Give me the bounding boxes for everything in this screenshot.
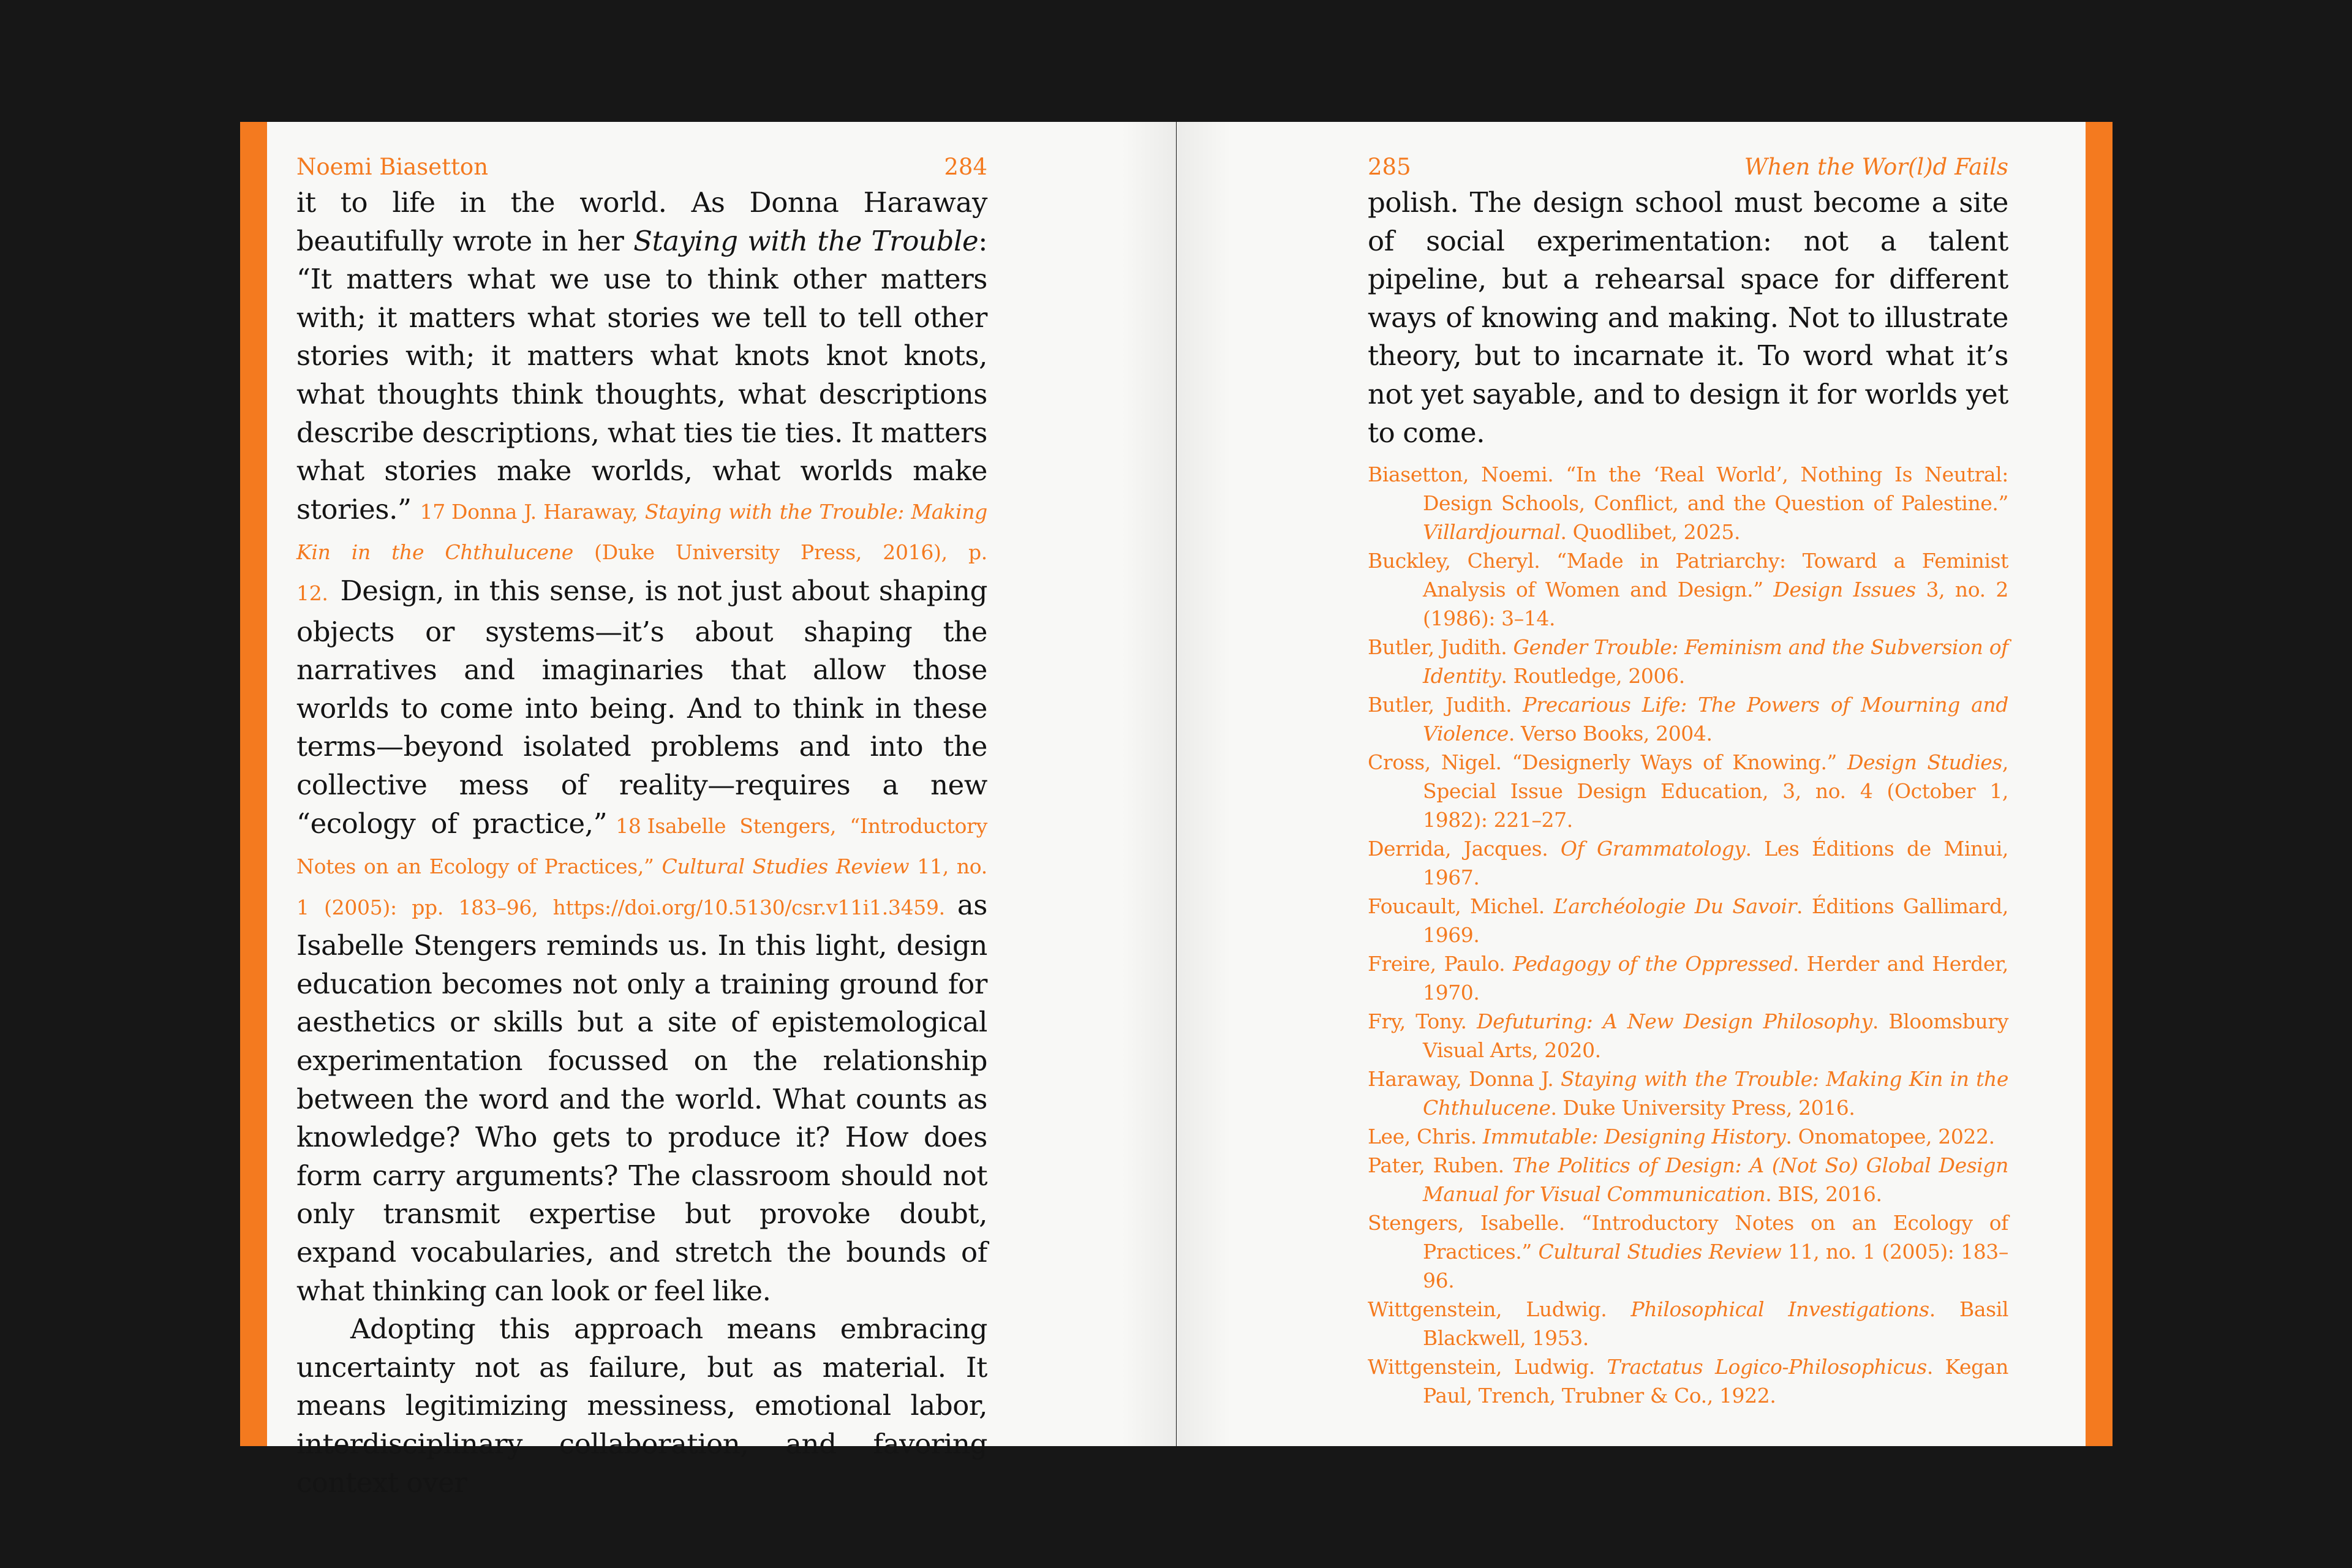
entry-publication: 11, no. 1 (2005): 183–96. [1423, 1240, 2009, 1292]
bibliography-entry [1368, 1208, 2008, 1295]
entry-publication: . Basil Blackwell, 1953. [1423, 1297, 2009, 1350]
entry-author: Lee, Chris. [1368, 1125, 1483, 1148]
paragraph [296, 184, 987, 1310]
entry-publication: . Bloomsbury Visual Arts, 2020. [1423, 1009, 2008, 1062]
bibliography-entry [1368, 834, 2008, 892]
entry-publication: . Herder and Herder, 1970. [1423, 952, 2009, 1005]
entry-publication: . BIS, 2016. [1765, 1182, 1882, 1206]
entry-title: Immutable: Designing History [1482, 1125, 1786, 1148]
text-run: as Isabelle Stengers reminds us. In this light, design education becomes not only a training ground for aesthetics or skills but a site of epistemological experimentation focussed on the relationship between the word and the world. What counts as knowledge? Who gets to produce it? How does form carry arguments? The classroom should not only transmit expertise but provoke doubt, expand vocabularies, and stretch the bounds of what thinking can look or feel like. [296, 888, 987, 1307]
entry-author: Freire, Paulo. [1368, 952, 1513, 976]
gutter-shadow [1121, 122, 1176, 1446]
entry-title: Villardjournal [1423, 520, 1561, 544]
running-title: When the Wor(l)d Fails [1744, 154, 2008, 180]
entry-author: Derrida, Jacques. [1368, 837, 1561, 861]
author-name: Noemi Biasetton [296, 154, 489, 180]
body-text [296, 184, 987, 1502]
running-header [296, 154, 987, 183]
entry-author: Buckley, Cheryl. “Made in Patriarchy: Toward a Feminist Analysis of Women and Design.” [1368, 549, 2008, 601]
page-number: 284 [944, 154, 987, 180]
entry-title: Tractatus Logico-Philosophicus [1607, 1355, 1927, 1379]
bibliography-entry [1368, 1352, 2008, 1410]
bibliography-entry [1368, 1007, 2008, 1065]
entry-author: Wittgenstein, Ludwig. [1368, 1297, 1631, 1321]
entry-publication: . Duke University Press, 2016. [1550, 1096, 1855, 1120]
bibliography-entry [1368, 1065, 2008, 1122]
bibliography-entry [1368, 690, 2008, 748]
footnote-title: Cultural Studies Review [662, 854, 910, 879]
text-run: Design, in this sense, is not just about shaping objects or systems—it’s about shaping the narratives and imaginaries that allow those worlds to come into being. And to think in these terms—beyond isolated problems and into the collective mess of reality—requires a new “ecology of practice,” [296, 574, 987, 840]
footnote-number: 18 [616, 813, 641, 838]
entry-title: Philosophical Investigations [1630, 1297, 1929, 1321]
gutter-shadow [1177, 122, 1232, 1446]
entry-publication: . Routledge, 2006. [1501, 664, 1685, 688]
book-title: Staying with the Trouble [633, 224, 979, 257]
right-page [1177, 122, 2113, 1446]
bibliography-entry [1368, 748, 2008, 834]
entry-author: Foucault, Michel. [1368, 894, 1554, 918]
entry-author: Stengers, Isabelle. “Introductory Notes on an Ecology of Practices.” [1368, 1211, 2008, 1264]
book-spread [240, 122, 2113, 1499]
entry-publication: , Special Issue Design Education, 3, no. 4 (October 1, 1982): 221–27. [1423, 750, 2008, 832]
quote-text: : “It matters what we use to think other matters with; it matters what stories we tell to tell other stories with; it matters what knots knot knots, what thoughts think thoughts, what descriptions describe descriptions, what ties tie ties. It matters what stories make worlds, what worlds make stories.” [296, 224, 987, 526]
entry-title: Defuturing: A New Design Philosophy [1477, 1009, 1872, 1033]
footnote-number: 17 [420, 499, 446, 524]
page-number: 285 [1368, 154, 1411, 180]
page-edge-accent [240, 122, 267, 1446]
entry-title: Of Grammatology [1560, 837, 1746, 861]
entry-title: Pedagogy of the Oppressed [1513, 952, 1793, 976]
entry-publication: . Verso Books, 2004. [1508, 722, 1713, 745]
footnote-author: Donna J. Haraway, [451, 499, 645, 524]
entry-publication: . Les Éditions de Minui, 1967. [1423, 837, 2008, 889]
entry-author: Wittgenstein, Ludwig. [1368, 1355, 1607, 1379]
footnote-publication: 11, no. 1 (2005): pp. 183–96, https://doi.org/10.5130/csr.v11i1.3459. [296, 854, 987, 919]
bibliography-entry [1368, 1295, 2008, 1352]
entry-author: Haraway, Donna J. [1368, 1067, 1561, 1091]
entry-title: Design Issues [1773, 578, 1916, 601]
entry-author: Pater, Ruben. [1368, 1153, 1512, 1177]
footnote-author: Isabelle Stengers, “Introductory Notes on an Ecology of Practices,” [296, 813, 987, 879]
entry-publication: . Kegan Paul, Trench, Trubner & Co., 1922. [1423, 1355, 2009, 1408]
entry-author: Fry, Tony. [1368, 1009, 1477, 1033]
entry-author: Butler, Judith. [1368, 693, 1523, 717]
entry-author: Biasetton, Noemi. “In the ‘Real World’, Nothing Is Neutral: Design Schools, Conflict, and the Question of Palestine.” [1368, 462, 2008, 515]
entry-title: Precarious Life: The Powers of Mourning and Violence [1423, 693, 2008, 745]
bibliography-entry [1368, 1151, 2008, 1208]
bibliography-entry [1368, 892, 2008, 949]
entry-title: The Politics of Design: A (Not So) Global Design Manual for Visual Communication [1423, 1153, 2008, 1206]
entry-publication: . Éditions Gallimard, 1969. [1423, 894, 2008, 947]
entry-title: Cultural Studies Review [1538, 1240, 1782, 1264]
entry-title: Staying with the Trouble: Making Kin in the Chthulucene [1423, 1067, 2008, 1120]
entry-publication: . Quodlibet, 2025. [1560, 520, 1741, 544]
entry-title: Design Studies [1847, 750, 2002, 774]
paragraph: Adopting this approach means embracing uncertainty not as failure, but as material. It means legitimizing messiness, emotional labor, interdisciplinary collaboration, and favoring context over [296, 1313, 987, 1499]
running-header [1368, 154, 2008, 183]
bibliography-entry [1368, 949, 2008, 1007]
entry-title: Gender Trouble: Feminism and the Subversion of Identity [1423, 635, 2008, 688]
text-run: it to life in the world. As Donna Haraway beautifully wrote in her [296, 186, 987, 257]
entry-author: Butler, Judith. [1368, 635, 1513, 659]
bibliography-entry [1368, 633, 2008, 690]
left-page [240, 122, 1176, 1499]
bibliography-entry [1368, 460, 2008, 546]
paragraph: polish. The design school must become a site of social experimentation: not a talent pipeline, but a rehearsal space for different ways of knowing and making. Not to illustrate theory, but to incarnate it. To word what it’s not yet sayable, and to design it for worlds yet to come. [1368, 186, 2008, 449]
footnote-publication: (Duke University Press, 2016), p. 12. [296, 540, 987, 605]
entry-author: Cross, Nigel. “Designerly Ways of Knowing.” [1368, 750, 1847, 774]
bibliography [1368, 460, 2008, 1410]
entry-publication: . Onomatopee, 2022. [1785, 1125, 1995, 1148]
bibliography-entry [1368, 1122, 2008, 1151]
footnote-title: Staying with the Trouble: Making Kin in the Chthulucene [296, 499, 987, 565]
entry-title: L’archéologie Du Savoir [1553, 894, 1797, 918]
body-text [1368, 184, 2008, 452]
page-edge-accent [2086, 122, 2113, 1446]
bibliography-entry [1368, 546, 2008, 633]
entry-publication: 3, no. 2 (1986): 3–14. [1423, 578, 2008, 630]
